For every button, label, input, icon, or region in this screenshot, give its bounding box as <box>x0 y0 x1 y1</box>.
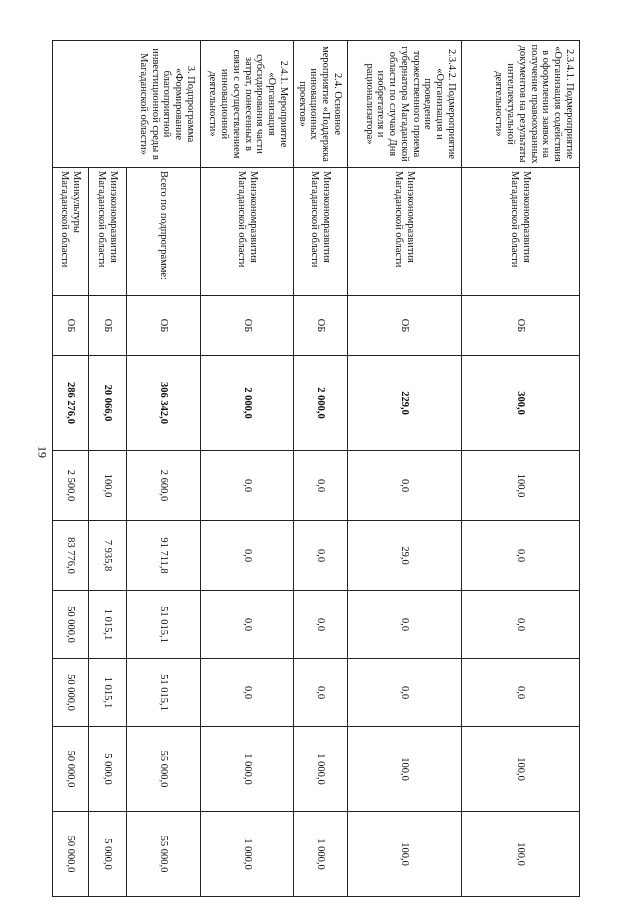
year-value: 0,0 <box>201 451 294 521</box>
year-value: 5 000,0 <box>89 727 127 812</box>
total-amount: 20 066,0 <box>89 356 127 451</box>
activity-name: 2.3.4.1. Подмероприятие «Организация содействия в оформлении заявок на получение правоохранных документов на результаты интеллектуальной деятельности» <box>462 41 580 168</box>
year-value: 0,0 <box>348 591 462 659</box>
executor-cell: Минэкономразвития Магаданской области <box>294 168 348 296</box>
year-value: 0,0 <box>294 451 348 521</box>
year-value: 7 935,8 <box>89 521 127 591</box>
activity-name: 2.3.4.2. Подмероприятие «Организация и проведение торжественного приема губернатора Магаданской области по случаю Дня изобретателя и рационализатора» <box>348 41 462 168</box>
table-row <box>462 41 580 897</box>
executor-cell: Минэкономразвития Магаданской области <box>348 168 462 296</box>
year-value: 100,0 <box>462 812 580 897</box>
year-value: 50 000,0 <box>53 659 89 727</box>
total-amount: 2 000,0 <box>201 356 294 451</box>
year-value: 0,0 <box>294 659 348 727</box>
year-value: 0,0 <box>462 591 580 659</box>
year-value: 0,0 <box>294 521 348 591</box>
year-value: 51 015,1 <box>127 591 201 659</box>
year-value: 29,0 <box>348 521 462 591</box>
year-value: 100,0 <box>348 812 462 897</box>
year-value: 0,0 <box>201 591 294 659</box>
year-value: 1 000,0 <box>201 812 294 897</box>
funding-source: ОБ <box>294 296 348 356</box>
table-rotated-container <box>55 40 580 896</box>
funding-source: ОБ <box>127 296 201 356</box>
table-row <box>53 41 89 897</box>
year-value: 0,0 <box>201 521 294 591</box>
year-value: 0,0 <box>462 659 580 727</box>
table-row <box>201 41 294 897</box>
year-value: 0,0 <box>462 521 580 591</box>
funding-table <box>52 40 580 897</box>
table-row <box>127 41 201 897</box>
funding-source: ОБ <box>201 296 294 356</box>
year-value: 2 500,0 <box>53 451 89 521</box>
year-value: 0,0 <box>201 659 294 727</box>
year-value: 50 000,0 <box>53 727 89 812</box>
activity-name: 2.4. Основное мероприятие «Поддержка инновационных проектов» <box>294 41 348 168</box>
year-value: 1 000,0 <box>294 727 348 812</box>
activity-name: 2.4.1. Мероприятие «Организация субсидирования части затрат, понесенных в связи с осуществлением инновационной деятельности» <box>201 41 294 168</box>
year-value: 1 015,1 <box>89 659 127 727</box>
year-value: 2 600,0 <box>127 451 201 521</box>
total-amount: 2 000,0 <box>294 356 348 451</box>
year-value: 91 711,8 <box>127 521 201 591</box>
total-amount: 300,0 <box>462 356 580 451</box>
year-value: 1 000,0 <box>294 812 348 897</box>
year-value: 1 000,0 <box>201 727 294 812</box>
table-row <box>348 41 462 897</box>
total-amount: 306 342,0 <box>127 356 201 451</box>
total-amount: 229,0 <box>348 356 462 451</box>
total-amount: 286 276,0 <box>53 356 89 451</box>
year-value: 50 000,0 <box>53 591 89 659</box>
year-value: 100,0 <box>348 727 462 812</box>
year-value: 83 776,0 <box>53 521 89 591</box>
table-row <box>89 41 127 897</box>
funding-source: ОБ <box>462 296 580 356</box>
year-value: 50 000,0 <box>53 812 89 897</box>
year-value: 55 000,0 <box>127 727 201 812</box>
year-value: 0,0 <box>348 451 462 521</box>
year-value: 5 000,0 <box>89 812 127 897</box>
year-value: 0,0 <box>294 591 348 659</box>
year-value: 100,0 <box>462 727 580 812</box>
executor-cell: Минкультуры Магаданской области <box>53 168 89 296</box>
table-row <box>294 41 348 897</box>
year-value: 51 015,1 <box>127 659 201 727</box>
executor-cell: Минэкономразвития Магаданской области <box>462 168 580 296</box>
year-value: 55 000,0 <box>127 812 201 897</box>
year-value: 1 015,1 <box>89 591 127 659</box>
funding-source: ОБ <box>89 296 127 356</box>
executor-cell: Минэкономразвития Магаданской области <box>201 168 294 296</box>
year-value: 100,0 <box>462 451 580 521</box>
funding-source: ОБ <box>53 296 89 356</box>
year-value: 100,0 <box>89 451 127 521</box>
executor-cell: Всего по подпрограмме: <box>127 168 201 296</box>
year-value: 0,0 <box>348 659 462 727</box>
executor-cell: Минэкономразвития Магаданской области <box>89 168 127 296</box>
subprogram-name: 3. Подпрограмма «Формирование благоприятной инвестиционной среды в Магаданской области» <box>53 41 201 168</box>
page-number: 19 <box>35 446 50 458</box>
funding-source: ОБ <box>348 296 462 356</box>
